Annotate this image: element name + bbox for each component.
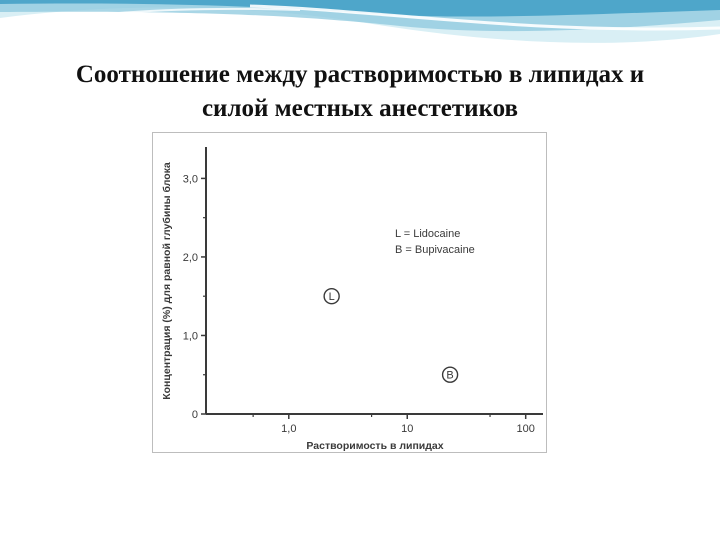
y-tick-label: 3,0 <box>182 173 198 186</box>
data-point-label: B <box>446 369 454 382</box>
slide-title-line-2: силой местных анестетиков <box>201 95 519 122</box>
chart-figure <box>152 132 547 453</box>
x-tick-label: 10 <box>401 423 414 435</box>
slide-title <box>0 58 720 126</box>
x-axis-label: Растворимость в липидах <box>306 440 444 452</box>
slide-title-line-1: Соотношение между растворимостью в липидах и <box>75 61 645 88</box>
scatter-chart <box>153 133 546 452</box>
x-tick-label: 100 <box>516 423 535 435</box>
y-tick-label: 1,0 <box>182 330 198 343</box>
data-point-label: L <box>328 291 335 304</box>
y-tick-label: 0 <box>191 409 198 421</box>
x-tick-label: 1,0 <box>281 423 297 435</box>
legend-item-bupivacaine: B = Bupivacaine <box>395 244 475 256</box>
y-tick-label: 2,0 <box>182 251 198 264</box>
legend-item-lidocaine: L = Lidocaine <box>395 228 461 240</box>
y-axis-label: Концентрация (%) для равной глубины блока <box>161 162 173 400</box>
